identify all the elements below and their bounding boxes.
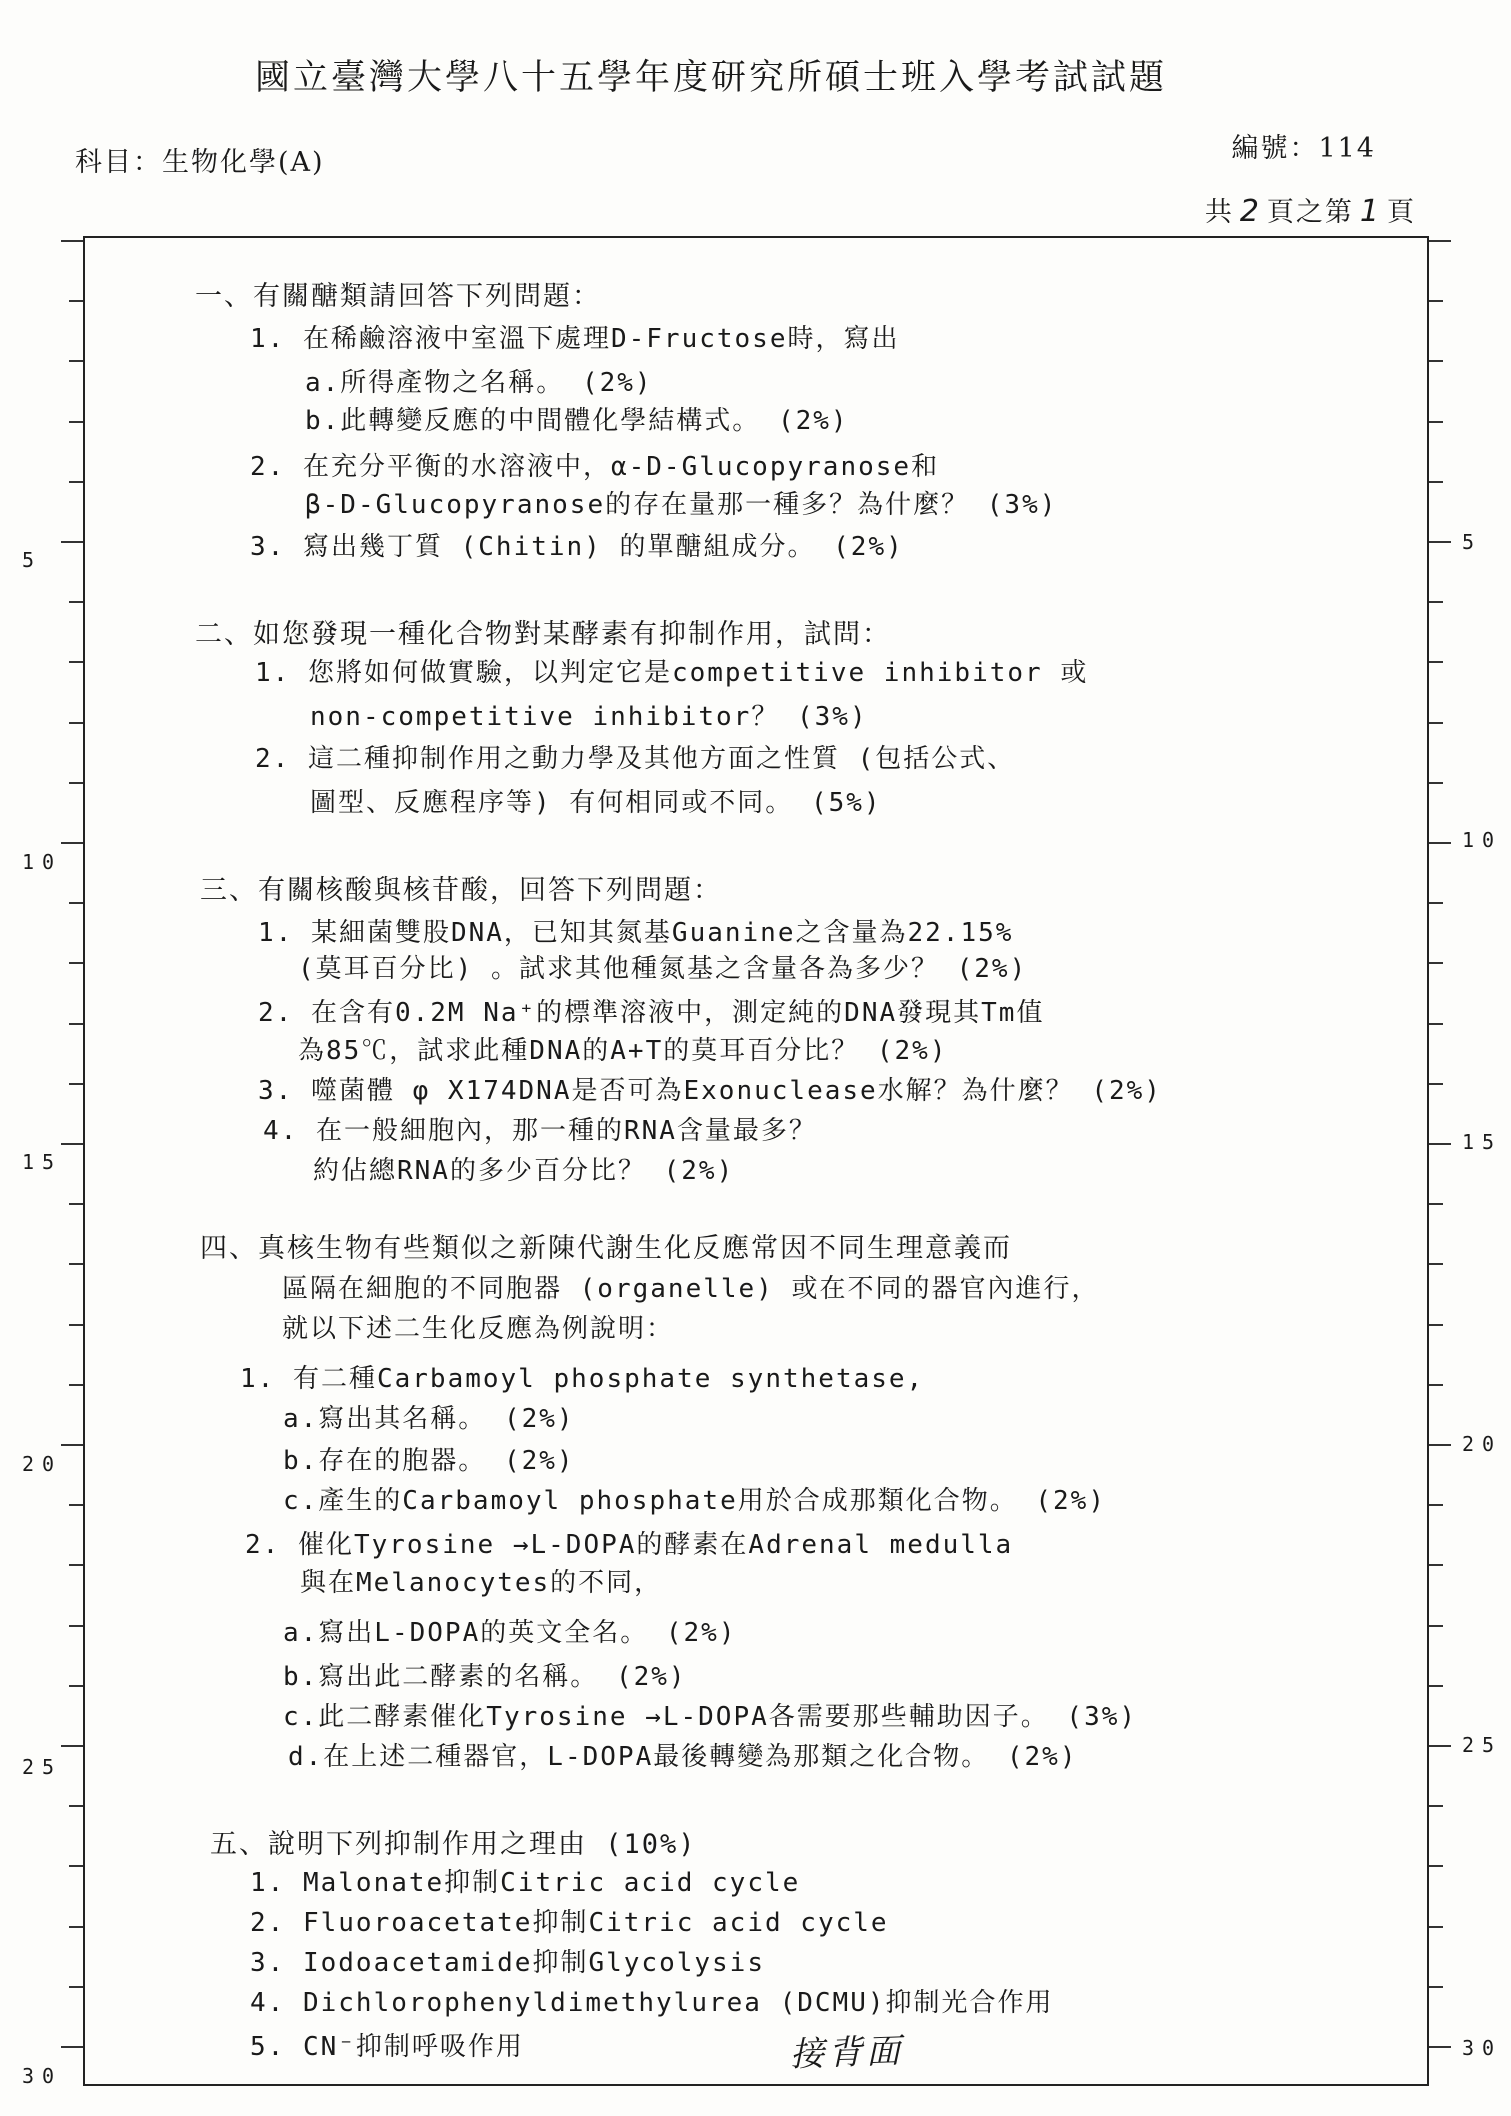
ruler-tick [1429,1203,1443,1205]
ruler-tick [69,1625,83,1627]
section-2-line: 1. 您將如何做實驗，以判定它是competitive inhibitor 或 [255,658,1089,688]
section-4-line: a.寫出其名稱。 (2%) [283,1404,575,1434]
section-4-heading: 四、真核生物有些類似之新陳代謝生化反應常因不同生理意義而 [200,1233,1012,1264]
section-4-line: 就以下述二生化反應為例說明： [282,1314,675,1344]
continue-overleaf-handwriting: 接背面 [789,2031,905,2075]
section-4-line: b.存在的胞器。 (2%) [283,1446,575,1476]
margin-number-right-15: 15 [1462,1130,1503,1154]
section-2-line: 2. 這二種抑制作用之動力學及其他方面之性質 (包括公式、 [255,744,1016,774]
section-4-line: d.在上述二種器官，L-DOPA最後轉變為那類之化合物。 (2%) [288,1742,1078,1772]
section-2-line: non-competitive inhibitor？ (3%) [310,702,868,732]
ruler-tick [69,1926,83,1928]
margin-number-right-20: 20 [1462,1432,1503,1456]
ruler-tick [1429,1143,1451,1145]
section-4-line: 2. 催化Tyrosine →L-DOPA的酵素在Adrenal medulla [245,1530,1014,1560]
margin-number-right-30: 30 [1462,2036,1503,2060]
section-5-line: 3. Iodoacetamide抑制Glycolysis [250,1948,765,1978]
section-3-line: 1. 某細菌雙股DNA，已知其氮基Guanine之含量為22.15% [258,918,1014,948]
ruler-tick [61,842,83,844]
ruler-tick [69,601,83,603]
ruler-tick [61,541,83,543]
section-5-line: 1. Malonate抑制Citric acid cycle [250,1868,801,1898]
ruler-tick [69,1685,83,1687]
ruler-tick [69,1203,83,1205]
section-4-line: 區隔在細胞的不同胞器 (organelle) 或在不同的器官內進行， [282,1274,1100,1304]
ruler-tick [1429,601,1443,603]
margin-number-right-10: 10 [1462,828,1503,852]
ruler-tick [69,722,83,724]
section-3-line: 4. 在一般細胞內，那一種的RNA含量最多？ [263,1116,817,1146]
section-1-line: 2. 在充分平衡的水溶液中，α-D-Glucopyranose和 [250,452,940,482]
pages-mid: 頁之第 [1266,197,1354,228]
ruler-tick [69,1865,83,1867]
ruler-tick [61,1444,83,1446]
section-5-line: 2. Fluoroacetate抑制Citric acid cycle [250,1908,889,1938]
ruler-tick [1429,1444,1451,1446]
ruler-tick [1429,1324,1443,1326]
pages-current: 1 [1359,194,1381,229]
exam-code: 編號：114 [1231,133,1376,164]
ruler-tick [1429,1083,1443,1085]
pages-total: 2 [1239,194,1261,229]
ruler-tick [69,360,83,362]
ruler-tick [1429,1504,1443,1506]
margin-number-left-5: 5 [22,548,43,572]
ruler-tick [69,962,83,964]
ruler-tick [1429,1625,1443,1627]
ruler-tick [1429,421,1443,423]
section-4-line: 與在Melanocytes的不同， [300,1568,663,1598]
section-1-line: β-D-Glucopyranose的存在量那一種多？為什麼？ (3%) [305,490,1058,520]
margin-number-right-25: 25 [1462,1733,1503,1757]
section-3-line: (莫耳百分比) 。試求其他種氮基之含量各為多少？ (2%) [298,954,1028,984]
ruler-tick [1429,360,1443,362]
ruler-tick [69,902,83,904]
ruler-tick [1429,300,1443,302]
margin-number-right-5: 5 [1462,530,1483,554]
ruler-tick [61,2046,83,2048]
section-3-heading: 三、有關核酸與核苷酸，回答下列問題： [200,875,722,906]
section-4-line: c.產生的Carbamoyl phosphate用於合成那類化合物。 (2%) [283,1486,1106,1516]
ruler-tick [69,1986,83,1988]
section-2-line: 圖型、反應程序等) 有何相同或不同。 (5%) [310,788,882,818]
margin-number-left-15: 15 [22,1150,63,1174]
margin-number-left-25: 25 [22,1755,63,1779]
ruler-tick [69,1564,83,1566]
section-4-line: b.寫出此二酵素的名稱。 (2%) [283,1662,687,1692]
ruler-tick [1429,1986,1443,1988]
ruler-tick [1429,661,1443,663]
pages-prefix: 共 [1204,197,1234,228]
ruler-tick [69,300,83,302]
ruler-tick [61,1143,83,1145]
ruler-tick [69,1023,83,1025]
ruler-tick [1429,1865,1443,1867]
section-3-line: 為85℃，試求此種DNA的A+T的莫耳百分比？ (2%) [298,1036,948,1066]
section-1-line: b.此轉變反應的中間體化學結構式。 (2%) [305,406,849,436]
section-5-line: 4. Dichlorophenyldimethylurea (DCMU)抑制光合作用 [250,1988,1054,2018]
ruler-tick [1429,1023,1443,1025]
ruler-tick [69,1384,83,1386]
ruler-tick [1429,1384,1443,1386]
section-1-line: a.所得產物之名稱。 (2%) [305,368,653,398]
margin-number-left-20: 20 [22,1452,63,1476]
ruler-tick [69,1083,83,1085]
ruler-tick [1429,1564,1443,1566]
ruler-tick [69,1504,83,1506]
exam-title: 國立臺灣大學八十五學年度研究所碩士班入學考試試題 [255,58,1168,98]
ruler-tick [1429,1263,1443,1265]
section-5-line: 5. CN⁻抑制呼吸作用 [250,2032,524,2062]
pages-suffix: 頁 [1387,197,1416,228]
ruler-tick [61,240,83,242]
section-1-line: 1. 在稀鹼溶液中室溫下處理D-Fructose時，寫出 [250,324,900,354]
ruler-tick [69,1324,83,1326]
margin-number-left-10: 10 [22,850,63,874]
ruler-tick [1429,1745,1451,1747]
ruler-tick [69,782,83,784]
ruler-tick [1429,2046,1451,2048]
ruler-tick [61,1745,83,1747]
ruler-tick [1429,1926,1443,1928]
page-count [1205,190,1416,229]
section-2-heading: 二、如您發現一種化合物對某酵素有抑制作用，試問： [195,619,891,650]
margin-number-left-30: 30 [22,2064,63,2088]
section-4-line: 1. 有二種Carbamoyl phosphate synthetase, [240,1364,925,1394]
ruler-tick [1429,1805,1443,1807]
ruler-tick [1429,1685,1443,1687]
section-5-heading: 五、說明下列抑制作用之理由 (10%) [210,1829,697,1860]
section-3-line: 2. 在含有0.2M Na⁺的標準溶液中，測定純的DNA發現其Tm值 [258,998,1045,1028]
section-1-line: 3. 寫出幾丁質 (Chitin) 的單醣組成分。 (2%) [250,532,904,562]
section-4-line: c.此二酵素催化Tyrosine →L-DOPA各需要那些輔助因子。 (3%) [283,1702,1138,1732]
ruler-tick [1429,541,1451,543]
section-3-line: 3. 噬菌體 φ X174DNA是否可為Exonuclease水解？為什麼？ (2%) [258,1076,1162,1106]
ruler-tick [69,661,83,663]
section-4-line: a.寫出L-DOPA的英文全名。 (2%) [283,1618,737,1648]
ruler-tick [1429,782,1443,784]
ruler-tick [69,1805,83,1807]
ruler-tick [69,421,83,423]
ruler-tick [69,1263,83,1265]
section-3-line: 約佔總RNA的多少百分比？ (2%) [313,1156,735,1186]
ruler-tick [1429,481,1443,483]
section-1-heading: 一、有關醣類請回答下列問題： [195,281,601,312]
ruler-tick [1429,722,1443,724]
ruler-tick [1429,962,1443,964]
ruler-tick [69,481,83,483]
ruler-tick [1429,902,1443,904]
ruler-tick [1429,842,1451,844]
ruler-tick [1429,240,1451,242]
exam-subject: 科目：生物化學(A) [75,147,325,178]
